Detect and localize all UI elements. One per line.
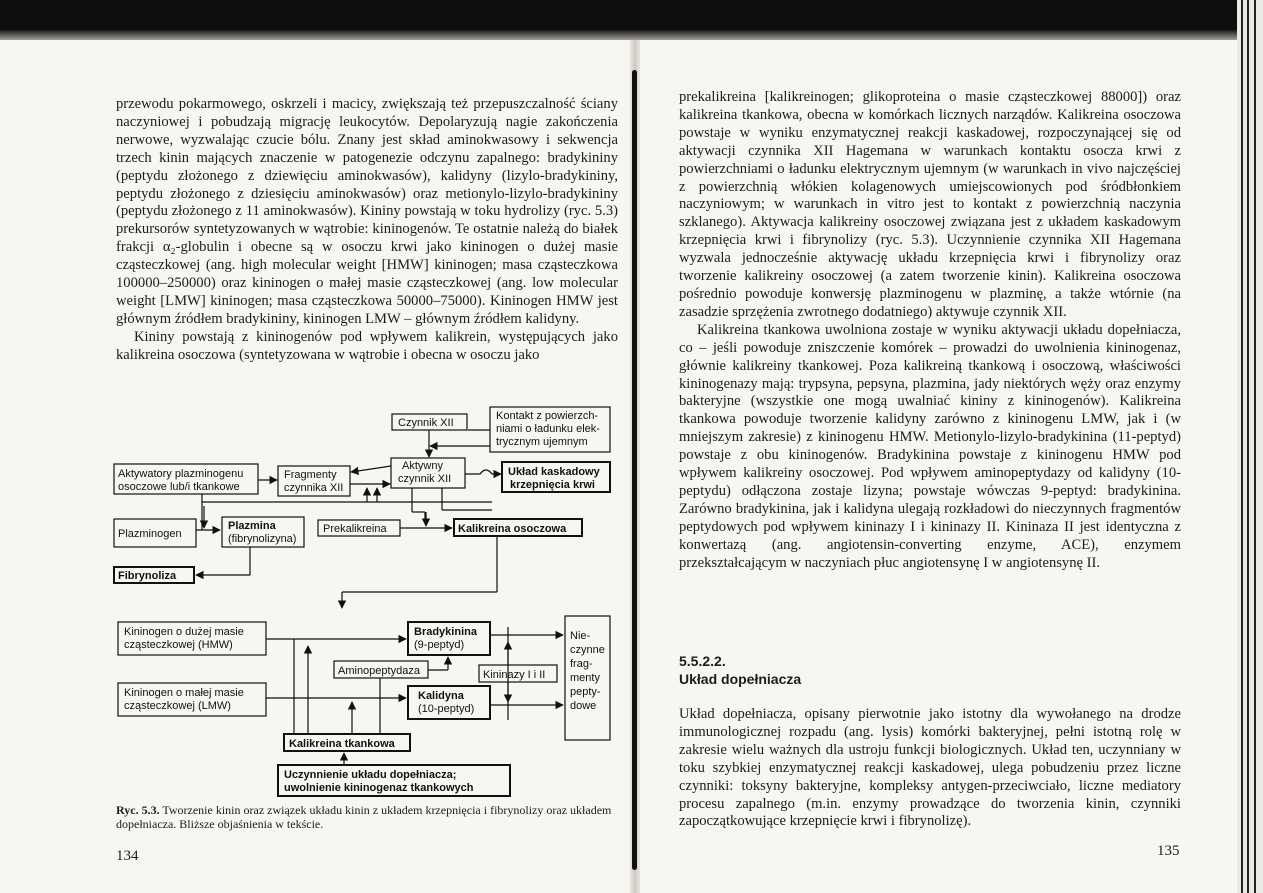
label-kininogen-hmw-1: Kininogen o dużej masie (124, 626, 244, 638)
label-kontakt-3: trycznym ujemnym (496, 436, 588, 448)
caption-label: Ryc. 5.3. (116, 803, 160, 817)
label-kininogen-lmw-1: Kininogen o małej masie (124, 687, 244, 699)
paragraph: prekalikreina [kalikreinogen; glikoproteina o masie cząsteczkowej 88000]) oraz kalikreina tkankowa, obecna w komórkach licznych narządów. Kalikreina osoczowa powstaje w wyniku enzymatycznej reakcji kaskadowej, rozpoczynającej się od aktywacji czynnika XII Hagemana w warunkach kontaktu osocza krwi z powierzchniami o ładunku elektrycznym ujemnym (w warunkach in vivo najczęściej z powierzchnią włókien kolagenowych umiejscowionych pod śródbłonkiem naczyniowym; w warunkach in vitro jest to kontakt z powierzchnią naczynia szklanego). Aktywacja kalikreiny osoczowej związana jest z układem kaskadowym krzepnięcia krwi i fibrynolizy (ryc. 5.3). Uczynnienie czynnika XII Hagemana wyzwala jednocześnie aktywację układu krzepnięcia krwi i fibrynolizy oraz tworzenie kalikreiny osoczowej (a zatem tworzenie kinin). Kalikreina osoczowa pośrednio powoduje konwersję plazminogenu w plazminę, a także wtórnie (na zasadzie sprzężenia zwrotnego dodatniego) aktywuje czynnik XII. (679, 89, 1181, 320)
label-uczynnienie-1: Uczynnienie układu dopełniacza; (284, 769, 457, 781)
label-kalikreina-tkankowa: Kalikreina tkankowa (289, 738, 395, 750)
section-number: 5.5.2.2. (679, 653, 726, 669)
label-plazmina-2: (fibrynolizyna) (228, 533, 297, 545)
label-nieczynne-5: pepty- (570, 686, 601, 698)
label-aktywny-1: Aktywny (402, 460, 443, 472)
label-kontakt-1: Kontakt z powierzch- (496, 410, 599, 422)
paragraph: Układ dopełniacza, opisany pierwotnie jako istotny dla wywołanego na drodze immunologicznej rozpadu (ang. lysis) komórki bakteryjnej, pełni istotną rolę w zakresie wielu ważnych dla ustroju funkcji biologicznych. Układ ten, uczynniany w toku szybkiej enzymatycznej reakcji kaskadowej, ulega pobudzeniu przez liczne czynniki: toksyny bakteryjne, kompleksy antygen-przeciwciało, liczne mediatory procesu zapalnego (m.in. enzymy prowadzące do tworzenia kinin, czynniki zapoczątkowujące krzepnięcie krwi i fibrynolizę). (679, 706, 1181, 830)
page-number-left: 134 (116, 848, 139, 864)
page-edges (1237, 0, 1263, 893)
page-number-right: 135 (1157, 843, 1180, 859)
section-text (679, 706, 1181, 831)
label-kalidyna-2: (10-peptyd) (418, 703, 475, 715)
label-uklad-kaskadowy-1: Układ kaskadowy (508, 466, 600, 478)
label-bradykinina-1: Bradykinina (414, 626, 477, 638)
label-fragmenty-1: Fragmenty (284, 469, 337, 481)
label-kontakt-2: niami o ładunku elek- (496, 423, 600, 435)
label-plazmina-1: Plazmina (228, 520, 276, 532)
label-nieczynne-3: frag- (570, 658, 593, 670)
book-spine (632, 70, 637, 870)
label-nieczynne-6: dowe (570, 700, 597, 712)
label-fragmenty-2: czynnika XII (284, 482, 344, 494)
paragraph: Kininy powstają z kininogenów pod wpływem kalikrein, występujących jako kalikreina osoczowa (syntetyzowana w wątrobie i obecna w osoczu jako (116, 328, 618, 363)
label-uczynnienie-2: uwolnienie kininogenaz tkankowych (284, 782, 474, 794)
label-nieczynne-4: menty (570, 672, 600, 684)
label-kalikreina-osoczowa: Kalikreina osoczowa (458, 523, 567, 535)
label-kininazy: Kininazy I i II (483, 669, 546, 681)
paragraph: Kalikreina tkankowa uwolniona zostaje w wyniku aktywacji układu dopełniacza, co – jeśli powoduje zniszczenie komórek – prowadzi do uwolnienia kininogenaz, głównie kalikreiny tkankowej. Poza kalikreiną tkankową i osoczową, właściwości kininogenazy mają: trypsyna, pepsyna, plazmina, jady niektórych węży oraz enzymy bakteryjne (wszystkie one mogą uwalniać kininy z kininogenów). Kalikreina tkankowa powoduje tworzenie kalidyny zarówno z kininogenu LMW, jak i (w mniejszym zakresie) z kininogenu HMW. Metionylo-lizylo-bradykinina (11-peptyd) powstaje z obu kininogenów. Bradykinina powstaje z kininogenu HMW pod wpływem kalikreiny osoczowej. Pod wpływem aminopeptydazy od kalidyny (10-peptydu) odłączona zostaje lizyna; powstaje wówczas 9-peptyd: bradykinina. Zarówno bradykinina, jak i kalidyna ulegają rozkładowi do nieczynnych fragmentów peptydowych pod wpływem kininazy I i kininazy II. Kininaza II jest identyczna z konwertazą (ang. angiotensin-converting enzyme, ACE), enzymem przekształcającym w naczyniach płuc angiotensynę I w angiotensynę II. (679, 321, 1181, 571)
label-kalidyna-1: Kalidyna (418, 690, 464, 702)
label-uklad-kaskadowy-2: krzepnięcia krwi (510, 479, 595, 491)
section-title: Układ dopełniacza (679, 671, 802, 687)
label-kininogen-lmw-2: cząsteczkowej (LMW) (124, 700, 231, 712)
left-page-text (116, 96, 618, 365)
label-aktywatory-2: osoczowe lub/i tkankowe (118, 481, 240, 493)
figure-caption (116, 803, 618, 831)
label-plazminogen: Plazminogen (118, 528, 182, 540)
right-page-text (679, 89, 1181, 572)
label-bradykinina-2: (9-peptyd) (414, 639, 465, 651)
label-kininogen-hmw-2: cząsteczkowej (HMW) (124, 639, 233, 651)
label-nieczynne-2: czynne (570, 644, 605, 656)
section-heading (679, 652, 801, 688)
label-fibrynoliza: Fibrynoliza (118, 570, 177, 582)
label-nieczynne-1: Nie- (570, 630, 591, 642)
kinin-formation-diagram (112, 402, 612, 797)
label-prekalikreina: Prekalikreina (323, 523, 387, 535)
label-aktywatory-1: Aktywatory plazminogenu (118, 468, 244, 480)
caption-text: Tworzenie kinin oraz związek układu kinin z układem krzepnięcia i fibrynolizy oraz układem dopełniacza. Bliższe objaśnienia w tekście. (116, 803, 612, 831)
label-aktywny-2: czynnik XII (398, 473, 452, 485)
label-czynnik-xii: Czynnik XII (398, 417, 454, 429)
label-aminopeptydaza: Aminopeptydaza (338, 665, 420, 677)
paragraph: przewodu pokarmowego, oskrzeli i macicy, zwiększają też przepuszczalność ściany naczyniowej i pobudzają migrację leukocytów. Depolaryzują nagie zakończenia nerwowe, wyzwalając czucie bólu. Znany jest skład aminokwasowy i sekwencja trzech kinin mających znaczenie w patogenezie odczynu zapalnego: bradykininy (peptydu złożonego z dziewięciu aminokwasów), kalidyny (lizylo-bradykininy, peptydu złożonego z dziesięciu aminokwasów) oraz metionylo-lizylo-bradykininy (peptydu złożonego z 11 aminokwasów). Kininy powstają w toku hydrolizy (ryc. 5.3) prekursorów syntetyzowanych w wątrobie: kininogenów. Te ostatnie należą do białek frakcji α₂-globulin i obecne są w osoczu krwi jako kininogen o dużej masie cząsteczkowej (ang. high molecular weight [HMW] kininogen; masa cząsteczkowa 100000–250000) oraz kininogen o małej masie cząsteczkowej (ang. low molecular weight [LMW] kininogen; masa cząsteczkowa 50000–75000). Kininogen HMW jest głównym źródłem bradykininy, kininogen LMW – głównym źródłem kalidyny. (116, 96, 618, 327)
